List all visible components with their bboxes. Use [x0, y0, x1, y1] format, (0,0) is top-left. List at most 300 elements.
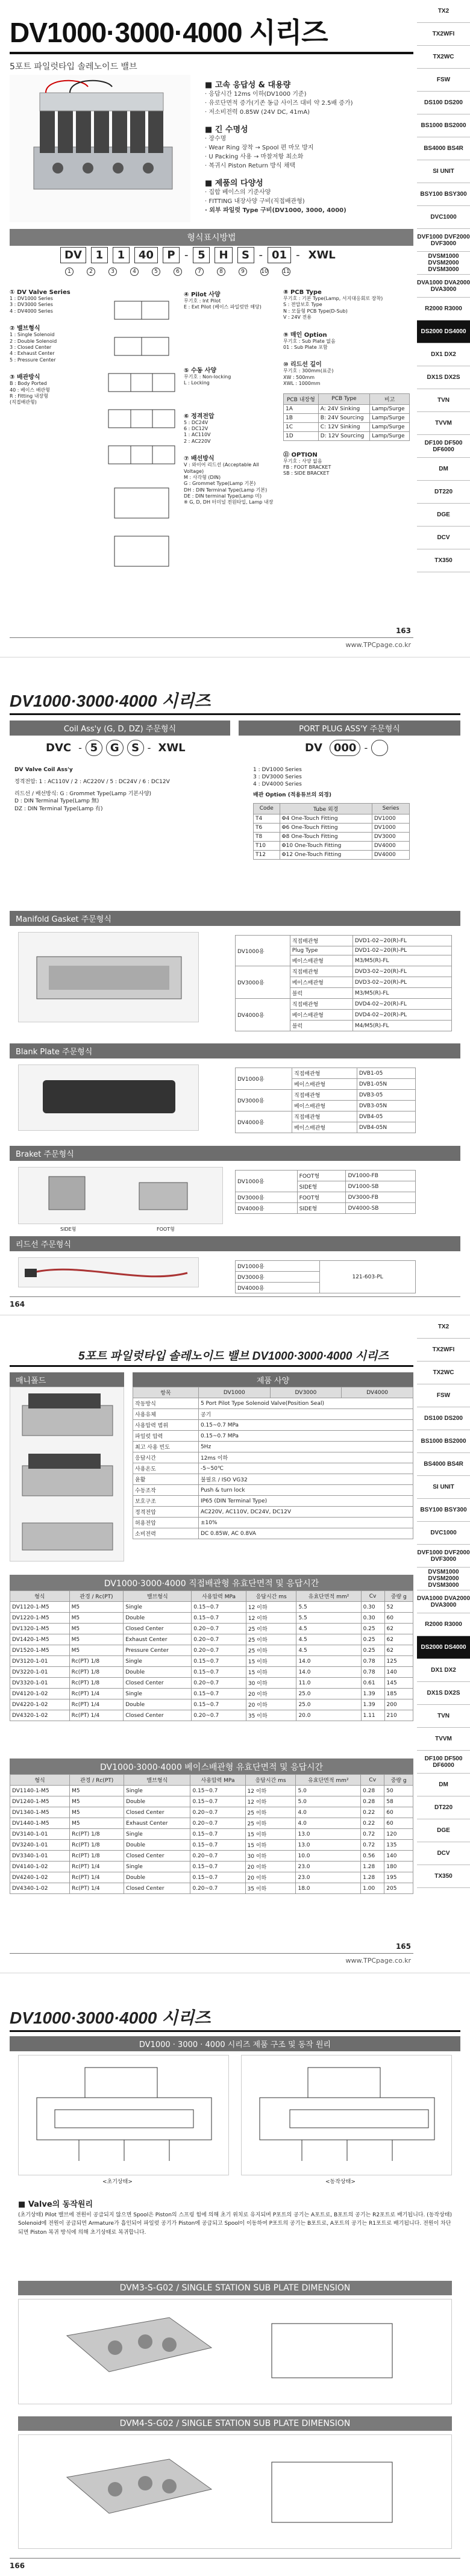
cell: 베이스배관형: [292, 1079, 357, 1090]
table-row: [254, 850, 410, 859]
series-tab[interactable]: TX2: [417, 0, 470, 23]
cell: 윤활: [133, 1474, 199, 1485]
cell: 베이스배관형: [290, 1010, 352, 1021]
valve-symbol-diagrams: [102, 289, 181, 602]
feature-2: [205, 123, 410, 170]
cell: 15 이하: [246, 1667, 296, 1678]
table-row: [133, 1518, 413, 1528]
direct-piping-table-header: DV1000·3000·4000 직접배관형 유효단면적 및 응답시간: [10, 1575, 413, 1592]
series-tab[interactable]: DVC1000: [417, 1522, 470, 1545]
caption-active: <동작상태>: [325, 2179, 356, 2185]
table-row: [284, 422, 410, 431]
series-tab[interactable]: TX2WFI: [417, 23, 470, 46]
cell: 62: [384, 1624, 413, 1634]
table-row: [133, 1485, 413, 1496]
series-tab[interactable]: TX350: [417, 549, 470, 572]
cell: 23.0: [296, 1872, 361, 1883]
series-tab[interactable]: TX2WC: [417, 46, 470, 69]
cell: 0.20~0.7: [190, 1807, 245, 1818]
table-row: [236, 1090, 416, 1101]
table-row: [236, 1192, 416, 1203]
sec11-item: FB : FOOT BRACKET: [283, 464, 331, 470]
cell: 사용압력 범위: [133, 1420, 199, 1431]
cell: ±10%: [198, 1518, 413, 1528]
series-tab[interactable]: BS1000 BS2000: [417, 1430, 470, 1453]
cell: 0.28: [361, 1786, 384, 1796]
cell: 25 이하: [246, 1624, 296, 1634]
order-col-2: [184, 289, 274, 506]
series-tab[interactable]: SI UNIT: [417, 1476, 470, 1499]
cell: M3/M5(R)-FL: [352, 988, 451, 999]
series-tab[interactable]: DCV: [417, 527, 470, 549]
cell: DVB1-05: [357, 1068, 415, 1079]
sec2-item: 4 : Exhaust Center: [10, 351, 55, 357]
flow-th: 관경 / Rc(PT): [69, 1591, 124, 1602]
cell: Single: [124, 1829, 190, 1840]
dim2-drawing: [18, 2434, 452, 2549]
series-tab[interactable]: TVVM: [417, 1728, 470, 1751]
cell: Double: [124, 1699, 192, 1710]
cell: Closed Center: [124, 1851, 190, 1862]
cell: 5.5: [296, 1602, 361, 1613]
sec2-item: 3 : Closed Center: [10, 344, 52, 350]
cell: DVB4-05N: [357, 1122, 415, 1133]
table-row: [284, 431, 410, 440]
cell: 0.30: [361, 1602, 384, 1613]
feature-2-title: ■ 긴 수명성: [205, 125, 248, 134]
cell: DV4000: [372, 841, 409, 850]
series-tab-index: [417, 1316, 470, 1972]
order-num-9: 9: [239, 267, 247, 276]
cell: 180: [384, 1862, 413, 1872]
cell: DV1420-1-M5: [10, 1634, 70, 1645]
series-tab[interactable]: DT220: [417, 1796, 470, 1819]
cell: DV3000: [372, 832, 409, 841]
series-tab[interactable]: DVSM1000 DVSM2000 DVSM3000: [417, 252, 470, 275]
cell: 50: [384, 1786, 413, 1796]
title-underline: [10, 713, 460, 715]
cell: 25 이하: [245, 1807, 296, 1818]
catalog-page-166: [0, 1974, 470, 2576]
series-tab[interactable]: TVVM: [417, 412, 470, 435]
cell: 13.0: [296, 1829, 361, 1840]
series-tab[interactable]: DX1 DX2: [417, 343, 470, 366]
sec10-item: 무기호 : 300mm(표준): [283, 368, 334, 374]
cell: AC220V, AC110V, DC24V, DC12V: [198, 1507, 413, 1518]
series-tab-index: [417, 0, 470, 657]
cell: M5: [69, 1602, 124, 1613]
table-row: [133, 1420, 413, 1431]
table-row: [236, 1203, 416, 1214]
cell: DV1140-1-M5: [10, 1786, 70, 1796]
flow-th: 밸브형식: [124, 1591, 192, 1602]
series-tab[interactable]: TX2WFI: [417, 1339, 470, 1361]
cell: 0.30: [361, 1613, 384, 1624]
page-title: DV1000·3000·4000 시리즈: [10, 17, 328, 48]
cell: 0.15~0.7: [190, 1796, 245, 1807]
code-lead: XWL: [308, 249, 336, 261]
cell: DV1240-1-M5: [10, 1796, 70, 1807]
cell: 공기: [198, 1409, 413, 1420]
flow-table-header-row: [10, 1775, 413, 1786]
order-format-header: 형식표시방법: [10, 229, 413, 246]
cell: 0.20~0.7: [190, 1883, 245, 1894]
table-row: [236, 1068, 416, 1079]
sec8-item: S : 전압보호 Type: [283, 302, 322, 308]
table-row: [133, 1442, 413, 1452]
series-tab[interactable]: TX2WC: [417, 1361, 470, 1384]
flow-th: 유효단면적 mm²: [296, 1775, 361, 1786]
series-tab[interactable]: TVN: [417, 389, 470, 412]
page-number: 166: [10, 2562, 25, 2570]
series-tab[interactable]: DF100 DF500 DF6000: [417, 435, 470, 458]
lead-wire-image: [18, 1257, 199, 1287]
cell: DV3340-1-01: [10, 1851, 70, 1862]
cell: A: 24V Sinking: [318, 404, 369, 413]
cell: Pressure Center: [124, 1645, 192, 1656]
feature-2-line-4: · 복귀시 Piston Return 방식 채택: [205, 163, 296, 169]
series-tab[interactable]: SI UNIT: [417, 160, 470, 183]
cell: 25 이하: [246, 1645, 296, 1656]
sec7-item: DH : DIN Terminal Type(Lamp 기본): [184, 487, 268, 493]
cell: DV4000용: [236, 1203, 298, 1214]
cell: 0.15~0.7: [190, 1786, 245, 1796]
flow-th: 사용압력 MPa: [190, 1775, 245, 1786]
cell: 52: [384, 1602, 413, 1613]
flow-th: 관경 / Rc(PT): [70, 1775, 124, 1786]
sec3-item: 40 : 베이스 배관형: [10, 387, 50, 393]
cell: 20 이하: [246, 1699, 296, 1710]
series-tab[interactable]: DGE: [417, 1819, 470, 1842]
cell: 14.0: [296, 1656, 361, 1667]
table-row: [10, 1624, 413, 1634]
cell: 0.20~0.7: [192, 1678, 246, 1689]
series-tab[interactable]: DVA1000 DVA2000 DVA3000: [417, 275, 470, 298]
flow-th: Cv: [361, 1775, 384, 1786]
cell: 4.5: [296, 1634, 361, 1645]
cell: C: 12V Sinking: [318, 422, 369, 431]
page-title: DV1000·3000·4000 시리즈: [10, 692, 211, 710]
series-tab[interactable]: DVF1000 DVF2000 DVF3000: [417, 1545, 470, 1568]
table-row: [284, 413, 410, 422]
cell: Φ6 One-Touch Fitting: [280, 823, 372, 832]
base-piping-flow-table: [10, 1774, 413, 1894]
th: DV4000: [342, 1387, 413, 1398]
order-num-3: 3: [108, 267, 117, 276]
cell: M5: [70, 1786, 124, 1796]
plug-code-dv: DV: [305, 742, 322, 754]
cell: M5: [69, 1634, 124, 1645]
series-tab[interactable]: FSW: [417, 1384, 470, 1407]
cell: DV3120-1-01: [10, 1656, 70, 1667]
footer-url[interactable]: www.TPCpage.co.kr: [345, 1957, 411, 1965]
series-tab[interactable]: DGE: [417, 504, 470, 527]
series-tab[interactable]: DVA1000 DVA2000 DVA3000: [417, 1590, 470, 1613]
cell: 0.15~0.7: [190, 1829, 245, 1840]
cell: 블럭: [290, 988, 352, 999]
cell: 0.15~0.7: [192, 1689, 246, 1699]
sec9-item: 01 : Sub Plate 포함: [283, 344, 328, 350]
cell: 62: [384, 1645, 413, 1656]
coil-item: DZ : DIN Terminal Type(Lamp 有): [14, 805, 103, 812]
table-row: [10, 1818, 413, 1829]
cell: 1B: [284, 413, 319, 422]
cell: DV4140-1-02: [10, 1862, 70, 1872]
cell: 베이스배관형: [292, 1122, 357, 1133]
cell: 1D: [284, 431, 319, 440]
table-row: [284, 404, 410, 413]
sec11-title: ⑪ OPTION: [283, 451, 318, 458]
series-tab[interactable]: DVC1000: [417, 206, 470, 229]
cell: Single: [124, 1862, 190, 1872]
series-tab[interactable]: BS1000 BS2000: [417, 114, 470, 137]
manifold-label: 매니폴드: [10, 1372, 124, 1387]
cell: 25.0: [296, 1689, 361, 1699]
cell: DC 0.85W, AC 0.8VA: [198, 1528, 413, 1539]
sec2-item: 1 : Single Solenoid: [10, 332, 55, 338]
coil-code-dvc: DVC: [46, 742, 72, 754]
cell: DV1000-FB: [346, 1171, 416, 1181]
cell: B: 24V Sourcing: [318, 413, 369, 422]
cell: 사용유체: [133, 1409, 199, 1420]
sec11-item: 무기호 : 사양 없음: [283, 458, 322, 464]
series-tab[interactable]: BS4000 BS4R: [417, 137, 470, 160]
cell: 30 이하: [245, 1851, 296, 1862]
series-tab[interactable]: BS4000 BS4R: [417, 1453, 470, 1476]
blank-plate-image: [18, 1064, 199, 1131]
sec4-title: ④ Pilot 사양: [184, 292, 221, 298]
cell: 20 이하: [245, 1862, 296, 1872]
manifold-gasket-image: [18, 932, 199, 1022]
series-tab[interactable]: BSY100 BSY300: [417, 1499, 470, 1522]
plug-item: 3 : DV3000 Series: [253, 774, 302, 781]
cell: 0.20~0.7: [192, 1710, 246, 1721]
cell: 125: [384, 1656, 413, 1667]
cell: DV4000용: [236, 1283, 320, 1293]
manifold-gasket-table: [235, 935, 452, 1031]
cell: 5Hz: [198, 1442, 413, 1452]
lead-wire-table: [235, 1260, 416, 1293]
cell: Lamp/Surge: [370, 404, 410, 413]
cell: DV4320-1-02: [10, 1710, 70, 1721]
cell: DV3000용: [236, 966, 290, 999]
cell: Rc(PT) 1/8: [70, 1851, 124, 1862]
cell: DV1000용: [236, 1171, 298, 1192]
flow-th: 응답시간 ms: [245, 1775, 296, 1786]
cell: Double: [124, 1840, 190, 1851]
coil-assy-header: Coil Ass'y (G, D, DZ) 주문형식: [10, 721, 230, 736]
series-tab[interactable]: DX1S DX2S: [417, 1682, 470, 1705]
series-tab[interactable]: DM: [417, 1774, 470, 1796]
order-num-6: 6: [174, 267, 182, 276]
cell: 0.56: [361, 1851, 384, 1862]
cell: 1.11: [361, 1710, 384, 1721]
table-row: [10, 1602, 413, 1613]
cell: 0.15~0.7: [192, 1656, 246, 1667]
order-num-2: 2: [87, 267, 95, 276]
order-col-1: [10, 289, 100, 406]
cell: DVB4-05: [357, 1111, 415, 1122]
cell: 35 이하: [245, 1883, 296, 1894]
cell: 0.20~0.7: [190, 1818, 245, 1829]
series-tab[interactable]: DX1S DX2S: [417, 366, 470, 389]
cell: 0.20~0.7: [190, 1851, 245, 1862]
page-title: DV1000·3000·4000 시리즈: [10, 2009, 211, 2027]
cell: 58: [384, 1796, 413, 1807]
sec6-item: 1 : AC110V: [184, 432, 211, 438]
sec10-item: XWL : 1000mm: [283, 381, 321, 387]
flow-th: 형식: [10, 1591, 70, 1602]
cell: Double: [124, 1667, 192, 1678]
direct-piping-flow-table: [10, 1590, 413, 1721]
series-tab[interactable]: DF100 DF500 DF6000: [417, 1751, 470, 1774]
cell: 25 이하: [246, 1634, 296, 1645]
flow-table-header-row: [10, 1591, 413, 1602]
cell: 0.25: [361, 1634, 384, 1645]
series-tab[interactable]: DVSM1000 DVSM2000 DVSM3000: [417, 1568, 470, 1590]
coil-code-row: DVC - 5 G S - XWL: [42, 740, 189, 756]
cell: M5: [69, 1613, 124, 1624]
series-tab[interactable]: TVN: [417, 1705, 470, 1728]
series-tab[interactable]: BSY100 BSY300: [417, 183, 470, 206]
series-tab[interactable]: TX350: [417, 1865, 470, 1888]
cell: Exhaust Center: [124, 1634, 192, 1645]
cell: M5: [70, 1796, 124, 1807]
cell: Rc(PT) 1/4: [69, 1710, 124, 1721]
footer-rule: [10, 1953, 413, 1954]
series-tab[interactable]: DVF1000 DVF2000 DVF3000: [417, 229, 470, 252]
cell: 11.0: [296, 1678, 361, 1689]
cell: Φ10 One-Touch Fitting: [280, 841, 372, 850]
cell: 4.5: [296, 1645, 361, 1656]
structure-header: DV1000 · 3000 · 4000 시리즈 제품 구조 및 동작 원리: [10, 2036, 460, 2051]
table-row: [10, 1613, 413, 1624]
series-tab-active[interactable]: DS2000 DS4000: [417, 320, 470, 343]
th: DV3000: [270, 1387, 342, 1398]
table-row: [10, 1883, 413, 1894]
sec8-item: 무기호 : 기본 Type(Lamp, 서지대응회로 장착): [283, 296, 383, 301]
cell: Φ4 One-Touch Fitting: [280, 814, 372, 823]
cell: DVB3-05: [357, 1090, 415, 1101]
table-row: [10, 1699, 413, 1710]
table-row: [236, 1261, 416, 1272]
cell: DV4240-1-02: [10, 1872, 70, 1883]
cell: 0.25: [361, 1645, 384, 1656]
sec3-title: ③ 배관방식: [10, 374, 40, 381]
cell: 4.0: [296, 1807, 361, 1818]
cell: DVB3-05N: [357, 1101, 415, 1111]
principle-text: (초기상태) Pilot 밸브에 전원이 공급되지 않으면 Spool은 Piston의 스프링 힘에 의해 초기 위치로 유지되며 P포트의 공기는 A포트로, B포트의 공기는 R2포트로 배기됩니다. (동작상태) Solenoid에 전원이 공급되면 Armature가 흡인되어 파일럿 공기가 Piston에 공급되고 Spool이 이동하여 P포트의 공기는 B포트로, A포트의 공기는 R1포트로 배기됩니다. 전원이 차단되면 Piston 복귀 방식에 의해 초기상태로 복귀합니다.: [18, 2212, 452, 2236]
series-tab[interactable]: DX1 DX2: [417, 1659, 470, 1682]
series-tab[interactable]: R2000 R3000: [417, 1613, 470, 1636]
series-tab[interactable]: DS100 DS200: [417, 1407, 470, 1430]
series-tab[interactable]: DS100 DS200: [417, 92, 470, 114]
table-row: [10, 1851, 413, 1862]
feature-3-title: ■ 제품의 다양성: [205, 179, 263, 188]
cell: Rc(PT) 1/8: [69, 1678, 124, 1689]
cell: T8: [254, 832, 280, 841]
cell: Single: [124, 1786, 190, 1796]
cell: 파일럿 압력: [133, 1431, 199, 1442]
sec8-item: V : 24V 전용: [283, 314, 312, 320]
cell: 4.5: [296, 1624, 361, 1634]
series-tab[interactable]: FSW: [417, 69, 470, 92]
series-tab[interactable]: DM: [417, 458, 470, 481]
cell: T10: [254, 841, 280, 850]
cell: D: 12V Sourcing: [318, 431, 369, 440]
table-row: [10, 1872, 413, 1883]
coil-items: [14, 766, 225, 813]
cell: DV1440-1-M5: [10, 1818, 70, 1829]
cell: DV4000-SB: [346, 1203, 416, 1214]
cell: 18.0: [296, 1883, 361, 1894]
cell: 최고 사용 빈도: [133, 1442, 199, 1452]
series-tab-active[interactable]: DS2000 DS4000: [417, 1636, 470, 1659]
cell: 소비전력: [133, 1528, 199, 1539]
sec5-item: L : Locking: [184, 380, 210, 386]
cell: M5: [70, 1818, 124, 1829]
table-row: [133, 1398, 413, 1409]
sec4-item: 무기호 : Int Pilot: [184, 298, 221, 304]
footer-url[interactable]: www.TPCpage.co.kr: [345, 641, 411, 649]
series-tab[interactable]: TX2: [417, 1316, 470, 1339]
cell: DV1000용: [236, 936, 290, 966]
feature-1-line-1: · 응답시간 12ms 이하(DV1000 기준): [205, 91, 307, 98]
coil-item: D : DIN Terminal Type(Lamp 無): [14, 798, 99, 805]
series-tab[interactable]: DCV: [417, 1842, 470, 1865]
order-num-8: 8: [217, 267, 225, 276]
cell: 20 이하: [245, 1872, 296, 1883]
feature-2-line-2: · Wear Ring 장착 → Spool 편 마모 방지: [205, 145, 314, 151]
cell: 0.28: [361, 1796, 384, 1807]
page-number: 163: [395, 627, 411, 635]
order-num-4: 4: [130, 267, 139, 276]
cell: 5.0: [296, 1796, 361, 1807]
cell: 60: [384, 1613, 413, 1624]
order-num-10: 10: [261, 269, 268, 275]
series-tab[interactable]: DT220: [417, 481, 470, 504]
code-dv: DV: [60, 247, 86, 263]
base-piping-table-header: DV1000·3000·4000 베이스배관형 유효단면적 및 응답시간: [10, 1758, 413, 1775]
lead-wire-header: 리드선 주문형식: [10, 1236, 460, 1251]
cell: 13.0: [296, 1840, 361, 1851]
table-row: [10, 1796, 413, 1807]
table-row: [133, 1528, 413, 1539]
series-tab[interactable]: R2000 R3000: [417, 298, 470, 320]
cell: 185: [384, 1689, 413, 1699]
page-163-content: [0, 0, 415, 657]
table-row: [10, 1678, 413, 1689]
feature-3: [205, 177, 410, 215]
cell: Closed Center: [124, 1883, 190, 1894]
cell: Closed Center: [124, 1807, 190, 1818]
cell: 195: [384, 1872, 413, 1883]
cell: 35 이하: [246, 1710, 296, 1721]
cell: 1C: [284, 422, 319, 431]
feature-1-line-2: · 유로단면적 증가(기존 동급 사이즈 대비 약 2.5배 증가): [205, 100, 353, 107]
cell: 20 이하: [246, 1689, 296, 1699]
cell: Double: [124, 1796, 190, 1807]
cell: 0.72: [361, 1829, 384, 1840]
order-code-numbers: [65, 267, 290, 276]
sec4-item: E : Ext Pilot (베이스 파일럿만 해당): [184, 304, 262, 310]
plug-code-row: DV 000 -: [301, 740, 388, 756]
coil-code-lead: XWL: [158, 742, 186, 754]
sec6-item: 5 : DC24V: [184, 419, 208, 425]
table-row: [10, 1656, 413, 1667]
cell: FOOT형: [297, 1192, 346, 1203]
cell: Rc(PT) 1/4: [70, 1862, 124, 1872]
